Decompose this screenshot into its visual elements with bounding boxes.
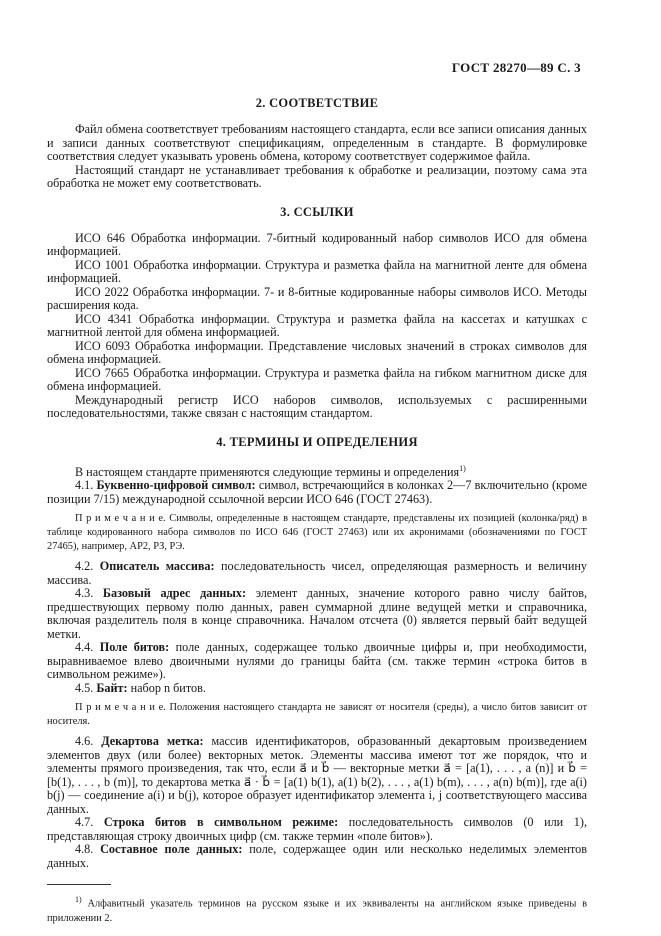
reference-item: ИСО 4341 Обработка информации. Структура и разметка файла на кассетах и катушках с магнитной лентой для обмена информацией. xyxy=(47,311,587,339)
def-number: 4.6. xyxy=(75,734,94,749)
note-1: П р и м е ч а н и е. Символы, определенные в настоящем стандарте, представлены их позицией (колонка/ряд) в таблице кодированного набора символов по ИСО 646 (ГОСТ 27463) или их акронимами (обозначениями по ГОСТ 27465), например, АР2, РЗ, РЭ. xyxy=(47,513,587,553)
section-4-title: 4. ТЕРМИНЫ И ОПРЕДЕЛЕНИЯ xyxy=(216,434,418,449)
def-term: Декартова метка: xyxy=(101,734,204,749)
footnote-text: Алфавитный указатель терминов на русском языке и их эквиваленты на английском языке приведены в приложении 2. xyxy=(47,898,587,924)
definition-4-6 xyxy=(47,735,587,816)
def-term: Поле битов: xyxy=(99,640,170,655)
def-term: Байт: xyxy=(96,680,128,695)
def-text: поле, содержащее один или несколько неделимых элементов данных. xyxy=(47,842,588,870)
reference-item: ИСО 7665 Обработка информации. Структура и разметка файла на гибком магнитном диске для обмена информацией. xyxy=(47,365,587,393)
def-text: поле данных, содержащее только двоичные цифры и, при необходимости, выравниваемое влево двоичными нулями до границы байта (см. также термин «строка битов в символьном режиме»). xyxy=(47,640,587,682)
def-number: 4.5. xyxy=(75,680,94,695)
def-number: 4.1. xyxy=(75,478,94,493)
reference-item: ИСО 646 Обработка информации. 7-битный кодированный набор символов ИСО для обмена информацией. xyxy=(47,230,587,258)
def-term: Строка битов в символьном режиме: xyxy=(103,815,339,830)
def-text: набор n битов. xyxy=(130,680,206,695)
section-3-tail: Международный регистр ИСО наборов символов, используемых с расширенными последовательностями, также связан с настоящим стандартом. xyxy=(47,392,587,420)
page-content xyxy=(47,90,587,926)
note-2: П р и м е ч а н и е. Положения настоящего стандарта не зависят от носителя (среды), а число битов зависит от носителя. xyxy=(47,702,587,728)
footnote-mark: 1) xyxy=(75,895,82,905)
section-2-paragraph: Настоящий стандарт не устанавливает требования к обработке и реализации, поэтому сама эта обработка не может ему соответствовать. xyxy=(47,162,587,190)
reference-item: ИСО 2022 Обработка информации. 7- и 8-битные кодированные наборы символов ИСО. Методы расширения кода. xyxy=(47,284,587,312)
reference-item: ИСО 1001 Обработка информации. Структура и разметка файла на магнитной ленте для обмена информацией. xyxy=(47,257,587,285)
def-number: 4.8. xyxy=(75,842,94,857)
def-term: Базовый адрес данных: xyxy=(102,586,247,601)
def-text: массив идентификаторов, образованный декартовым произведением элементов двух (или более) векторных меток. Элементы массива имеют тот же порядок, что и элементы прямого произведения, так что, если a⃗ и b⃗ — векторные метки a⃗ = [a(1), . . . , a (n)] и b⃗ = [b(1), . . . , b (m)], то декартова метка a⃗ · b⃗ = [a(1) b(1), a(1) b(2), . . . , a(1) b(m), . . . , a(n) b(m)], где a(i) b(j) — соединение a(i) и b(j), которое образует идентификатор элемента i, j соответствующего массива данных. xyxy=(47,734,587,816)
definition-4-3 xyxy=(47,587,587,641)
section-2-title: 2. СООТВЕТСТВИЕ xyxy=(255,96,379,110)
def-term: Буквенно-цифровой символ: xyxy=(96,478,256,493)
page-header: ГОСТ 28270—89 С. 3 xyxy=(451,60,581,75)
def-text: последовательность символов (0 или 1), представляющая строку двоичных цифр (см. также термин «поле битов»). xyxy=(47,815,587,843)
def-number: 4.4. xyxy=(75,640,94,655)
definition-4-4 xyxy=(47,641,587,682)
reference-item: ИСО 6093 Обработка информации. Представление числовых значений в строках символов для обмена информацией. xyxy=(47,338,587,366)
definition-4-2 xyxy=(47,560,587,587)
def-number: 4.2. xyxy=(75,559,94,574)
def-term: Составное поле данных: xyxy=(100,842,243,857)
section-2-paragraph: Файл обмена соответствует требованиям настоящего стандарта, если все записи описания данных и записи данных соответствуют спецификациям, определенным в стандарте. В формулировке соответствия следует указывать уровень обмена, которому соответствует содержимое файла. xyxy=(47,122,587,163)
def-text: символ, встречающийся в колонках 2—7 включительно (кроме позиции 7/15) международной ссылочной версии ИСО 646 (ГОСТ 27463). xyxy=(47,478,588,506)
definition-4-8 xyxy=(47,843,587,870)
def-number: 4.7. xyxy=(75,815,94,830)
section-3-title: 3. ССЫЛКИ xyxy=(280,204,354,219)
footnote-ref: 1) xyxy=(459,463,466,473)
definition-4-7 xyxy=(47,816,587,843)
def-number: 4.3. xyxy=(75,586,94,601)
def-text: элемент данных, значение которого равно числу байтов, предшествующих первому полю данных, равен суммарной длине ведущей метки и справочника, включая разделитель поля в конце справочника. Началом отсчета (0) является первый байт ведущей метки. xyxy=(47,586,587,641)
footnote-divider xyxy=(47,884,111,885)
def-text: последовательность чисел, определяющая размерность и величину массива. xyxy=(47,559,587,587)
definition-4-1 xyxy=(47,479,587,506)
footnote xyxy=(47,893,587,925)
section-4-intro xyxy=(47,462,587,480)
intro-text: В настоящем стандарте применяются следующие термины и определения xyxy=(75,464,460,479)
definition-4-5 xyxy=(47,682,587,696)
def-term: Описатель массива: xyxy=(99,559,215,574)
